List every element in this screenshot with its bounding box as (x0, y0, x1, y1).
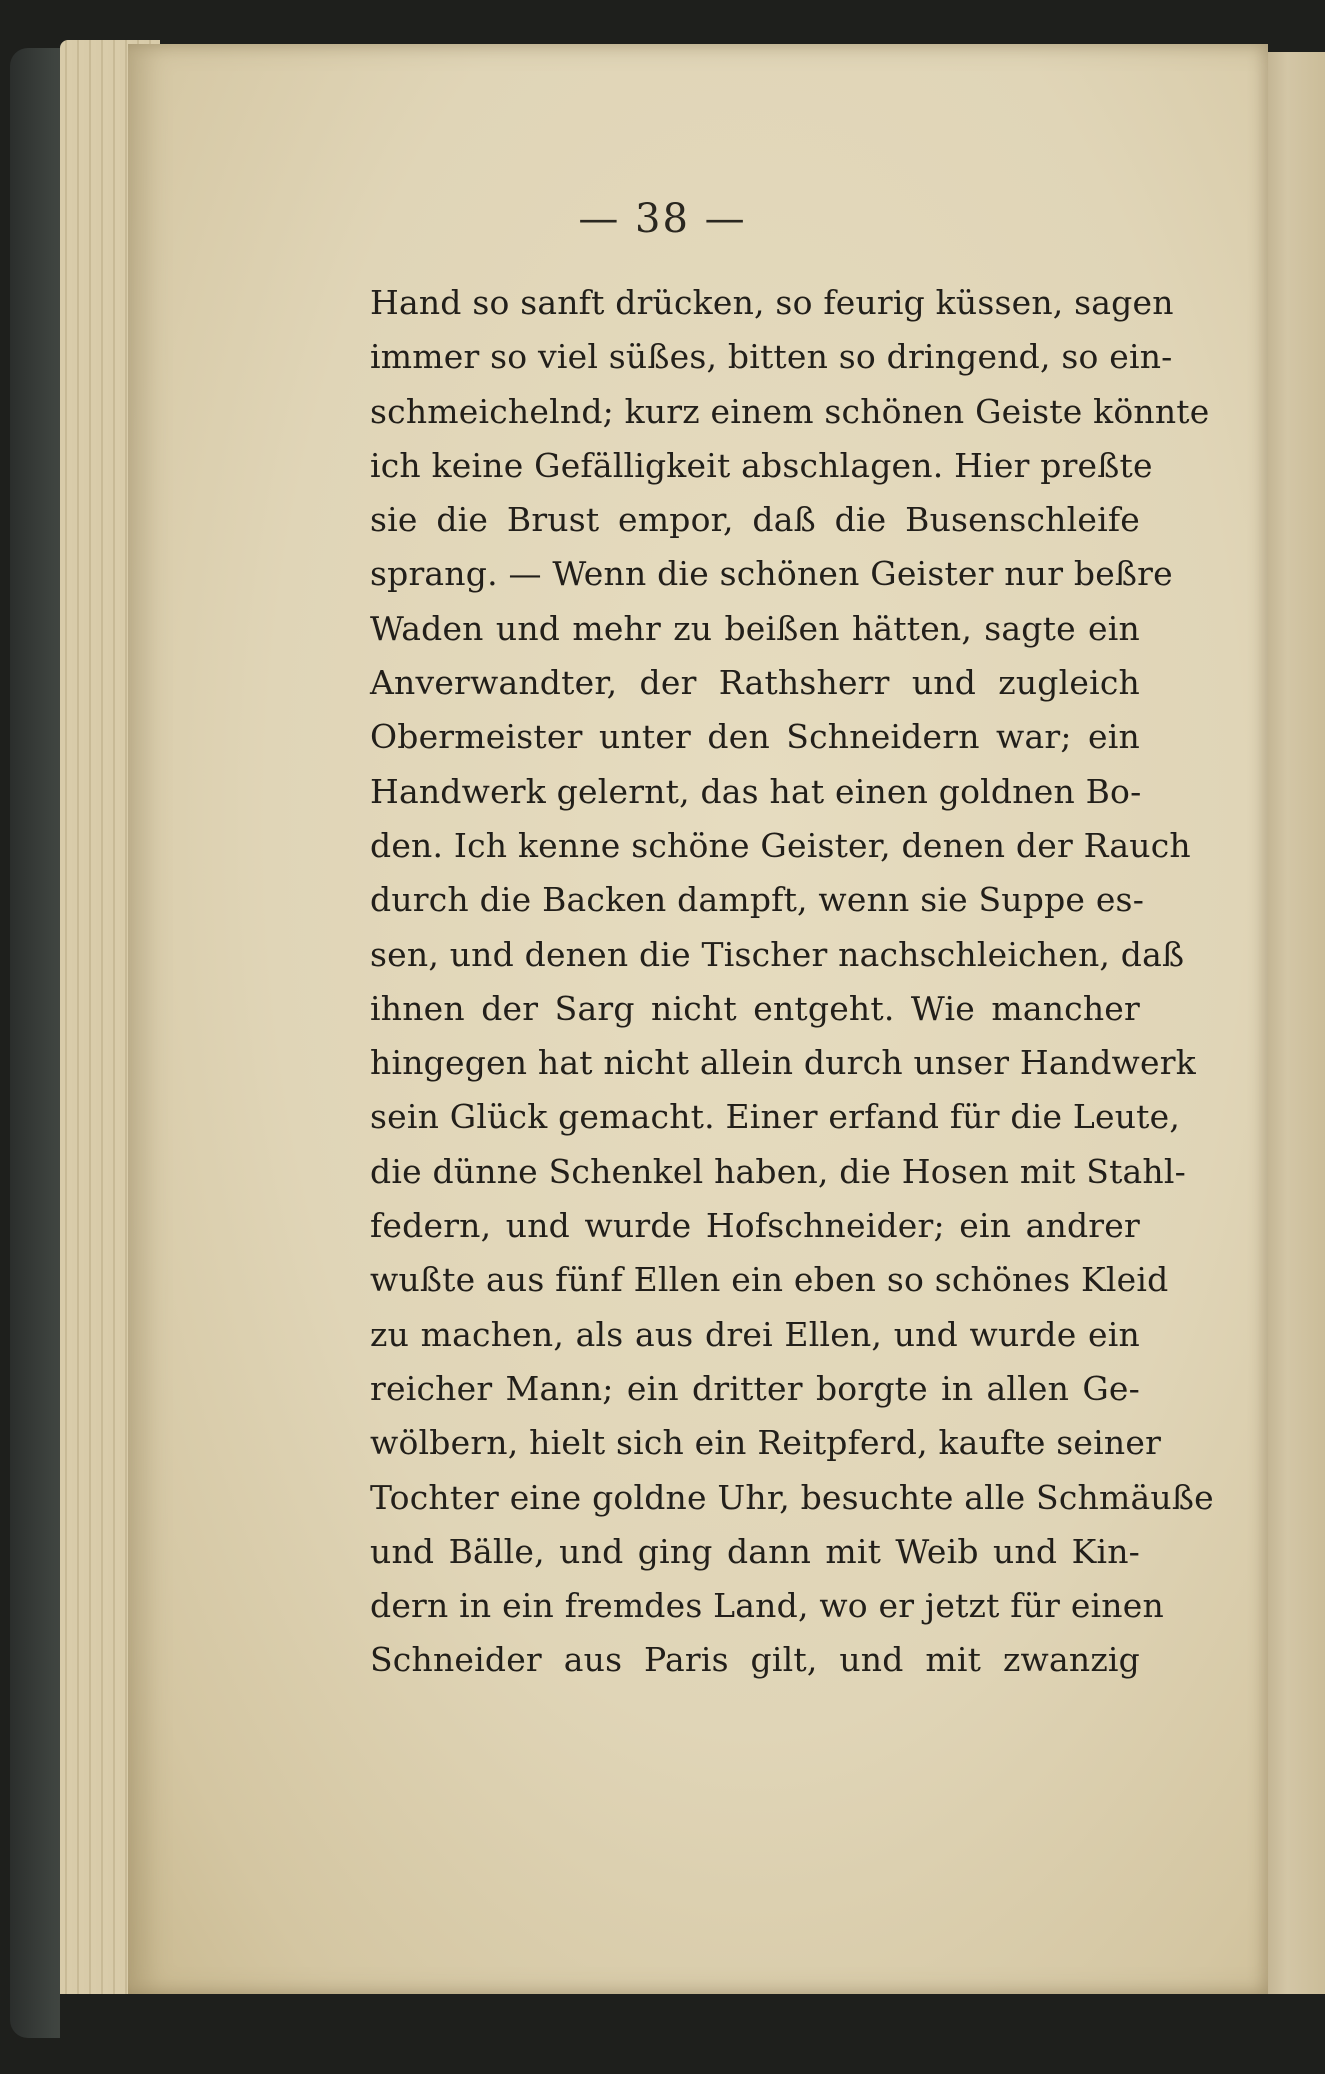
page-number: — 38 — (578, 196, 747, 242)
text-line: sprang. — Wenn die schönen Geister nur beßre (370, 554, 1173, 594)
text-line: ich keine Gefälligkeit abschlagen. Hier preßte (370, 445, 1153, 485)
text-line: schmeichelnd; kurz einem schönen Geiste könnte (370, 391, 1210, 431)
text-line: und Bälle, und ging dann mit Weib und Kin- (370, 1531, 1140, 1571)
text-line: zu machen, als aus drei Ellen, und wurde ein (370, 1314, 1140, 1354)
text-line: hingegen hat nicht allein durch unser Handwerk (370, 1043, 1196, 1083)
text-line: sen, und denen die Tischer nachschleichen, daß (370, 934, 1185, 974)
text-line: wußte aus fünf Ellen ein eben so schönes Kleid (370, 1260, 1169, 1300)
text-line: Waden und mehr zu beißen hätten, sagte ein (370, 608, 1140, 648)
text-line: Handwerk gelernt, das hat einen goldnen Bo- (370, 771, 1142, 811)
text-line: dern in ein fremdes Land, wo er jetzt für einen (370, 1586, 1164, 1626)
text-line: Hand so sanft drücken, so feurig küssen, sagen (370, 283, 1174, 322)
text-line: reicher Mann; ein dritter borgte in allen Ge- (370, 1368, 1140, 1408)
text-line: durch die Backen dampft, wenn sie Suppe es- (370, 880, 1145, 920)
text-line: ihnen der Sarg nicht entgeht. Wie mancher (370, 988, 1140, 1028)
page-text (370, 276, 1214, 1688)
text-line: Anverwandter, der Rathsherr und zugleich (370, 663, 1140, 703)
facing-page-edge (1262, 52, 1325, 2002)
text-line: federn, und wurde Hofschneider; ein andrer (370, 1206, 1140, 1246)
text-line: sie die Brust empor, daß die Busenschleife (370, 500, 1140, 540)
text-line: die dünne Schenkel haben, die Hosen mit Stahl- (370, 1151, 1186, 1191)
text-line: Obermeister unter den Schneidern war; ein (370, 717, 1140, 757)
text-line: immer so viel süßes, bitten so dringend, so ein- (370, 337, 1173, 377)
text-line: Schneider aus Paris gilt, und mit zwanzig (370, 1640, 1140, 1680)
background-strip (60, 1994, 1325, 2074)
text-line: sein Glück gemacht. Einer erfand für die Leute, (370, 1097, 1181, 1137)
text-line: den. Ich kenne schöne Geister, denen der Rauch (370, 825, 1191, 865)
text-line: wölbern, hielt sich ein Reitpferd, kaufte seiner (370, 1423, 1162, 1463)
text-line: Tochter eine goldne Uhr, besuchte alle Schmäuße (370, 1477, 1214, 1517)
